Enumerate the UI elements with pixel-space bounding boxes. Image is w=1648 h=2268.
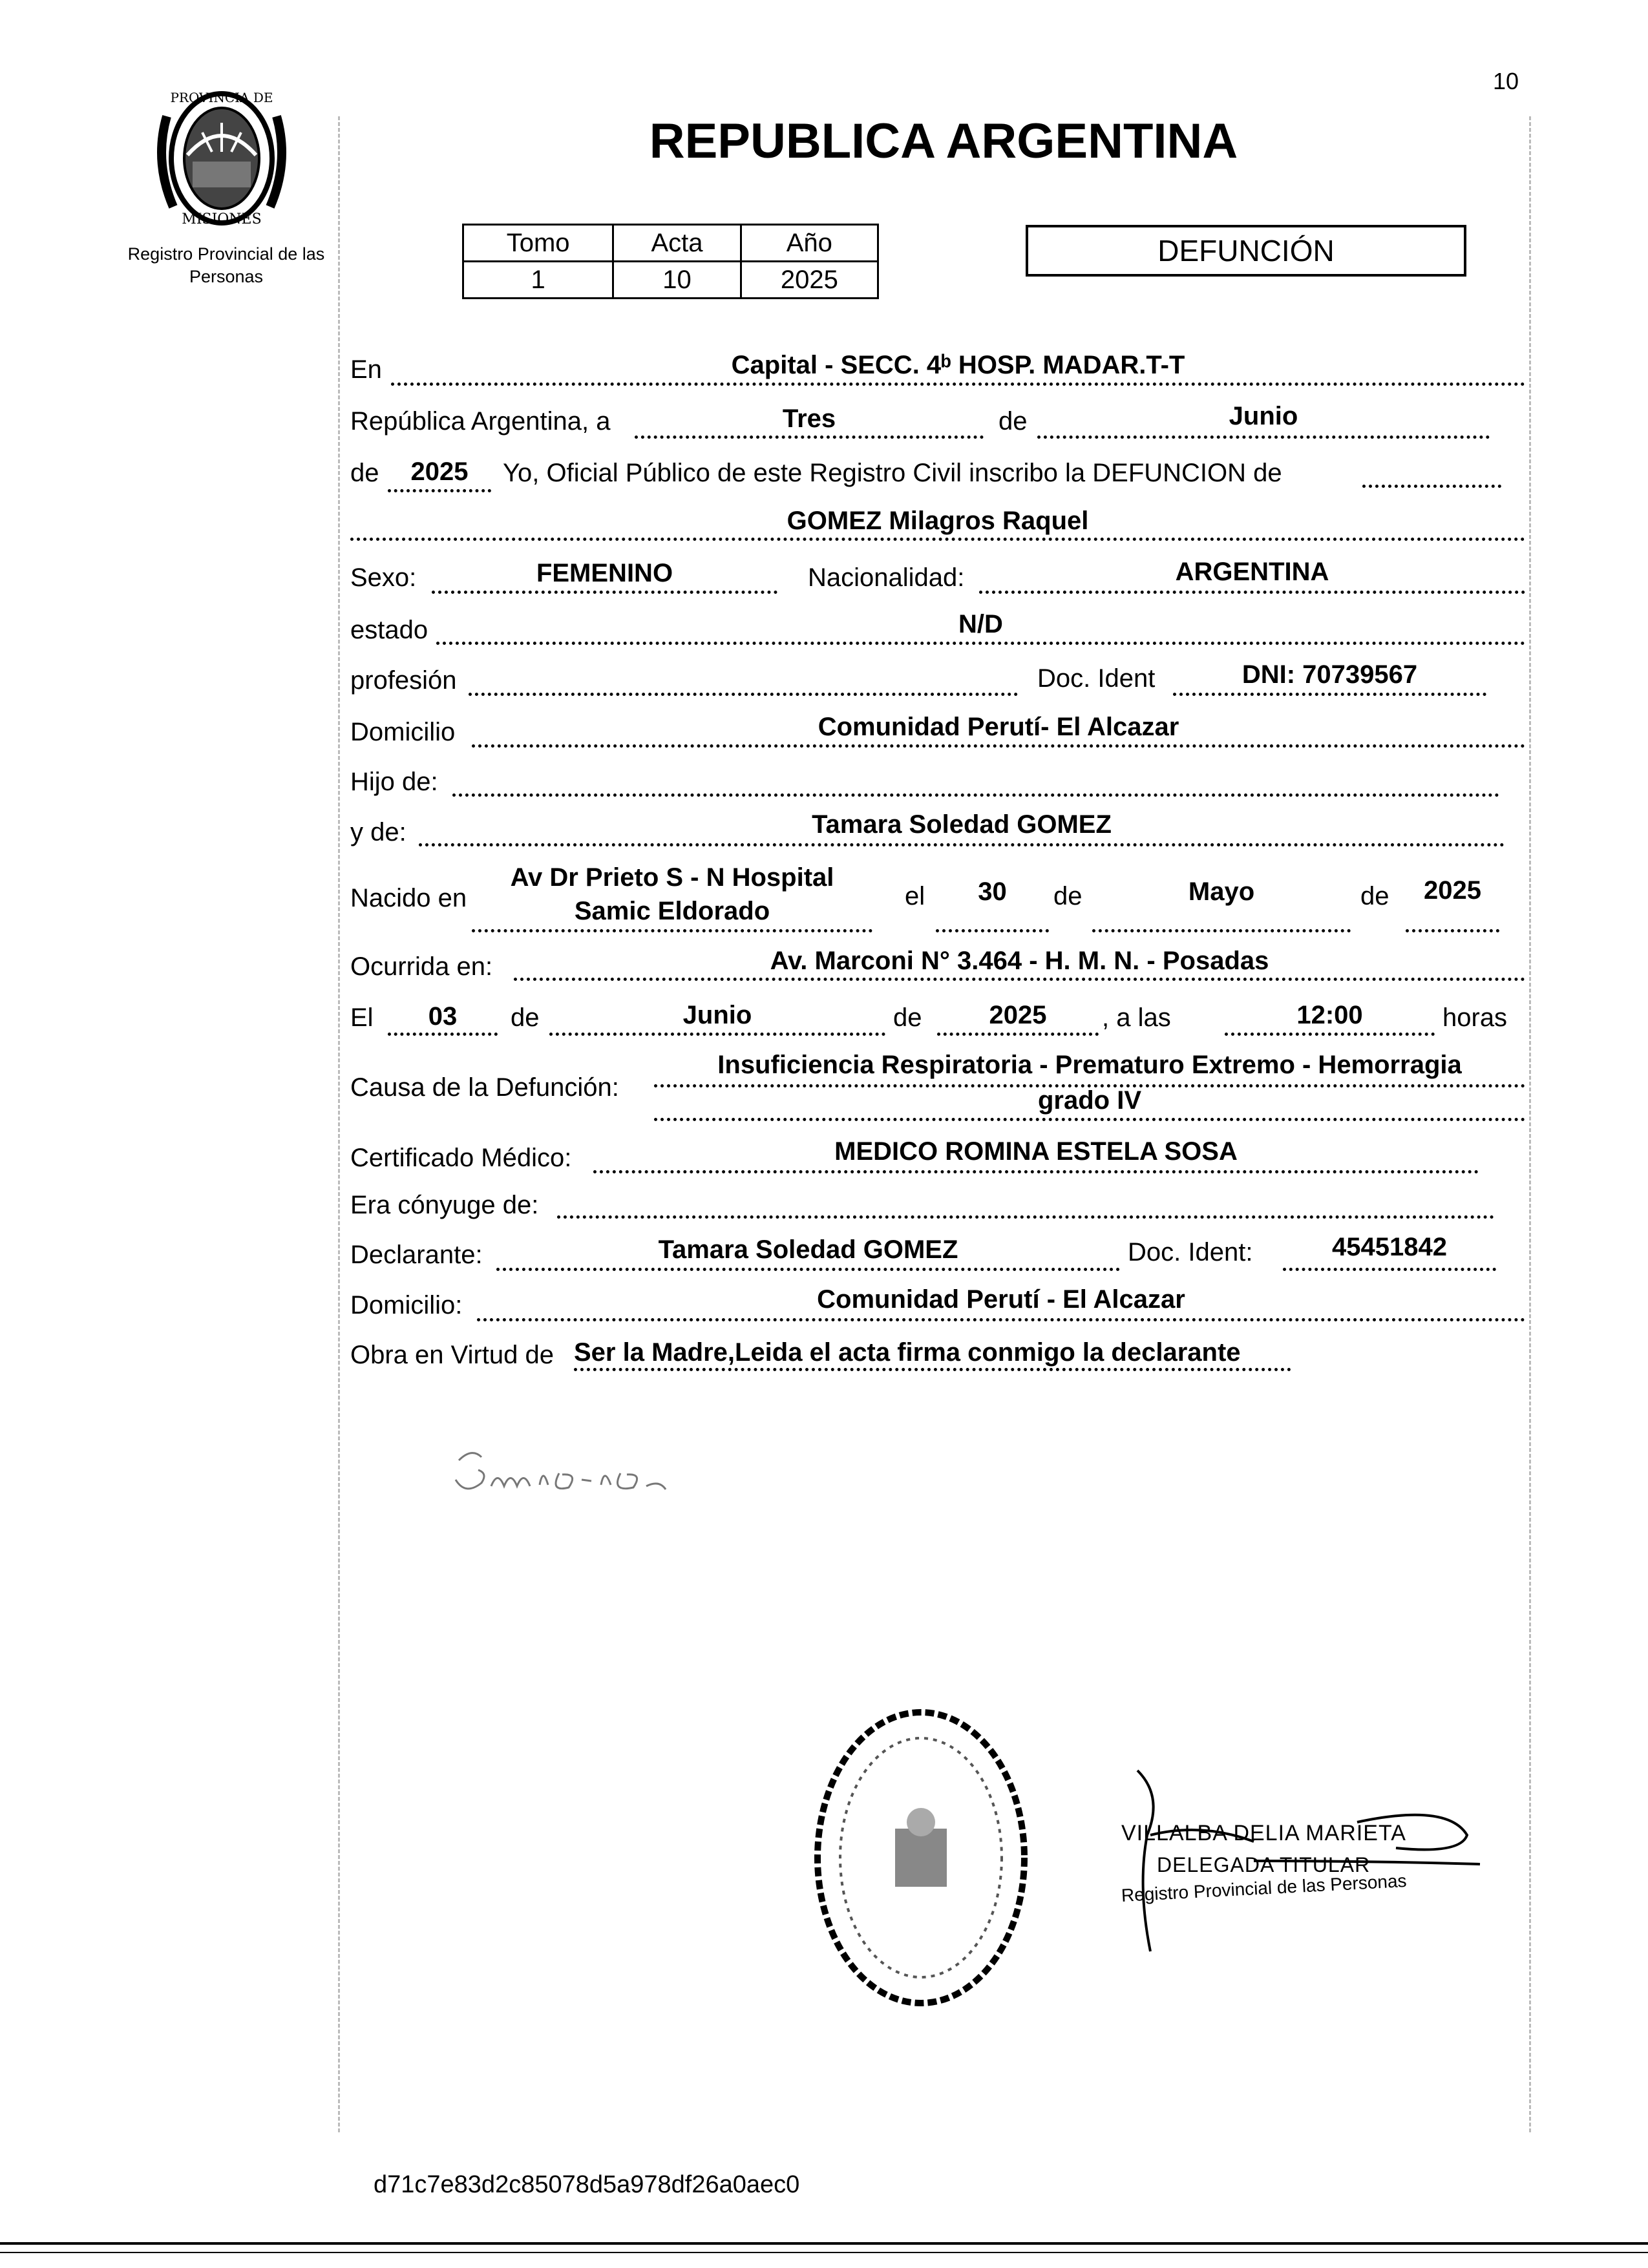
birth-year: 2025 bbox=[1424, 876, 1481, 905]
death-day: 03 bbox=[428, 1002, 458, 1031]
yde-value: Tamara Soledad GOMEZ bbox=[812, 810, 1112, 839]
official-title: DELEGADA TITULAR bbox=[1157, 1853, 1371, 1876]
en-value: Capital - SECC. 4ᵇ HOSP. MADAR.T-T bbox=[731, 351, 1185, 379]
table-value-anio: 2025 bbox=[741, 262, 878, 299]
domicilio-value: Comunidad Perutí- El Alcazar bbox=[818, 713, 1179, 741]
death-year-line bbox=[937, 1033, 1099, 1036]
de-label-1: de bbox=[998, 407, 1028, 436]
de-label-6: de bbox=[893, 1003, 922, 1032]
declarante-value: Tamara Soledad GOMEZ bbox=[658, 1235, 958, 1264]
obra-line bbox=[574, 1368, 1291, 1371]
nacionalidad-label: Nacionalidad: bbox=[808, 563, 965, 592]
death-time: 12:00 bbox=[1296, 1001, 1363, 1029]
table-value-acta: 10 bbox=[613, 262, 741, 299]
month-word-line bbox=[1037, 436, 1490, 439]
domicilio-label: Domicilio bbox=[350, 718, 456, 746]
doc-ident-value: DNI: 70739567 bbox=[1241, 660, 1418, 689]
doc-ident2-line bbox=[1283, 1268, 1496, 1271]
domicilio2-value: Comunidad Perutí - El Alcazar bbox=[817, 1285, 1185, 1314]
table-value-tomo: 1 bbox=[463, 262, 613, 299]
table-header-acta: Acta bbox=[613, 225, 741, 262]
birth-month-line bbox=[1092, 929, 1351, 932]
horas-label: horas bbox=[1442, 1003, 1508, 1032]
republica-label: República Argentina, a bbox=[350, 407, 611, 436]
nacido-line bbox=[472, 929, 872, 932]
day-word: Tres bbox=[782, 404, 836, 433]
nacido-label: Nacido en bbox=[350, 884, 467, 912]
page-number: 10 bbox=[1493, 68, 1519, 94]
obra-value: Ser la Madre,Leida el acta firma conmigo la declarante bbox=[574, 1338, 1241, 1367]
birth-year-line bbox=[1406, 929, 1499, 932]
domicilio2-line bbox=[477, 1318, 1525, 1321]
nacionalidad-value: ARGENTINA bbox=[1175, 558, 1329, 586]
hijo-line bbox=[452, 793, 1499, 797]
causa-label: Causa de la Defunción: bbox=[350, 1073, 619, 1102]
estado-line bbox=[436, 642, 1525, 645]
estado-label: estado bbox=[350, 616, 428, 644]
causa-line2: grado IV bbox=[1037, 1086, 1142, 1115]
table-header-tomo: Tomo bbox=[463, 225, 613, 262]
handwritten-signature bbox=[446, 1434, 692, 1506]
domicilio2-label: Domicilio: bbox=[350, 1291, 463, 1319]
conyuge-label: Era cónyuge de: bbox=[350, 1191, 539, 1219]
record-table bbox=[462, 224, 879, 299]
month-word: Junio bbox=[1229, 402, 1298, 430]
declarante-line bbox=[496, 1268, 1120, 1271]
deceased-name: GOMEZ Milagros Raquel bbox=[787, 507, 1089, 535]
ocurrida-line bbox=[514, 978, 1525, 981]
certificado-value: MEDICO ROMINA ESTELA SOSA bbox=[834, 1137, 1238, 1166]
death-day-line bbox=[388, 1033, 498, 1036]
de-label-5: de bbox=[511, 1003, 540, 1032]
yde-line bbox=[419, 843, 1505, 846]
death-month-line bbox=[549, 1033, 885, 1036]
seal-text-bottom: MISIONES bbox=[182, 211, 262, 227]
nacido-value-line2: Samic Eldorado bbox=[574, 897, 770, 925]
birth-day-line bbox=[936, 929, 1049, 932]
hijo-label: Hijo de: bbox=[350, 768, 438, 796]
table-header-anio: Año bbox=[741, 225, 878, 262]
doc-ident-label: Doc. Ident bbox=[1037, 664, 1156, 693]
de-label-2: de bbox=[350, 459, 379, 487]
death-year: 2025 bbox=[989, 1001, 1047, 1029]
day-word-line bbox=[635, 436, 984, 439]
doc-ident2-value: 45451842 bbox=[1332, 1233, 1447, 1261]
seal-text-top: PROVINCIA DE bbox=[170, 90, 273, 105]
certificado-line bbox=[593, 1170, 1479, 1173]
sexo-label: Sexo: bbox=[350, 563, 417, 592]
de-label-3: de bbox=[1053, 882, 1083, 910]
doc-ident2-label: Doc. Ident: bbox=[1128, 1238, 1253, 1266]
doc-ident-line bbox=[1173, 693, 1486, 696]
bottom-rule-2 bbox=[0, 2252, 1648, 2253]
yde-label: y de: bbox=[350, 818, 407, 846]
birth-day: 30 bbox=[978, 877, 1007, 906]
en-line bbox=[391, 383, 1525, 386]
conyuge-line bbox=[557, 1215, 1494, 1219]
nacido-value-line1: Av Dr Prieto S - N Hospital bbox=[510, 863, 834, 892]
sexo-value: FEMENINO bbox=[536, 559, 673, 587]
official-office: Registro Provincial de las Personas bbox=[1121, 1870, 1408, 1906]
ocurrida-label: Ocurrida en: bbox=[350, 952, 493, 981]
estado-value: N/D bbox=[958, 610, 1003, 638]
bottom-rule bbox=[0, 2242, 1648, 2245]
profesion-label: profesión bbox=[350, 666, 457, 695]
document-hash: d71c7e83d2c85078d5a978df26a0aec0 bbox=[374, 2171, 800, 2198]
left-margin-line bbox=[338, 116, 340, 2132]
official-name: VILLALBA DELIA MARIETA bbox=[1121, 1821, 1406, 1845]
de-label-4: de bbox=[1360, 882, 1389, 910]
alas-label: , a las bbox=[1102, 1003, 1171, 1032]
death-time-line bbox=[1225, 1033, 1435, 1036]
registry-name: Registro Provincial de las Personas bbox=[127, 244, 325, 287]
death-month: Junio bbox=[682, 1001, 752, 1029]
birth-month: Mayo bbox=[1188, 877, 1255, 906]
ocurrida-value: Av. Marconi N° 3.464 - H. M. N. - Posadas bbox=[770, 947, 1269, 975]
sexo-line bbox=[432, 591, 777, 594]
nacionalidad-line bbox=[979, 591, 1525, 594]
deceased-name-line bbox=[350, 538, 1525, 541]
el-label: el bbox=[905, 882, 925, 910]
el2-label: El bbox=[350, 1003, 374, 1032]
inscribo-text: Yo, Oficial Público de este Registro Civil inscribo la DEFUNCION de bbox=[503, 459, 1282, 487]
profesion-line bbox=[469, 693, 1018, 696]
certificado-label: Certificado Médico: bbox=[350, 1144, 572, 1172]
domicilio-line bbox=[472, 744, 1525, 748]
record-type: DEFUNCIÓN bbox=[1157, 234, 1335, 268]
inscription-year: 2025 bbox=[410, 457, 469, 486]
right-margin-line bbox=[1529, 116, 1531, 2132]
obra-label: Obra en Virtud de bbox=[350, 1341, 555, 1369]
causa-underline2 bbox=[654, 1118, 1525, 1121]
inscribo-line bbox=[1362, 485, 1501, 488]
record-table-values bbox=[463, 262, 878, 299]
page-title: REPUBLICA ARGENTINA bbox=[649, 114, 1238, 169]
declarante-label: Declarante: bbox=[350, 1241, 483, 1269]
province-seal bbox=[147, 78, 296, 233]
official-seal-stamp bbox=[811, 1706, 1031, 2010]
year-line bbox=[388, 489, 491, 492]
en-label: En bbox=[350, 355, 382, 384]
record-type-box bbox=[1026, 225, 1466, 277]
causa-line1: Insuficiencia Respiratoria - Prematuro Extremo - Hemorragia bbox=[717, 1051, 1462, 1079]
record-table-header bbox=[463, 225, 878, 262]
